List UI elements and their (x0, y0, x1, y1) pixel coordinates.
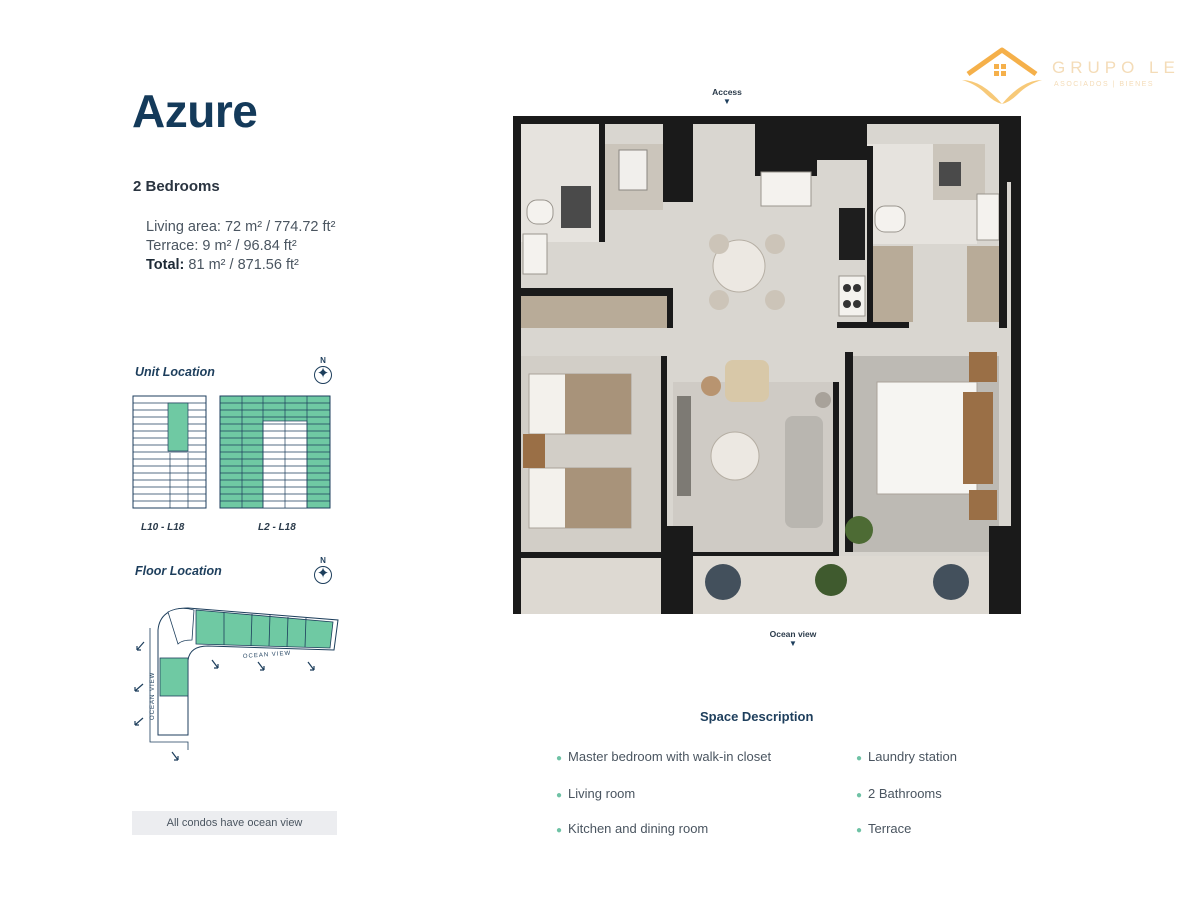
bullet-icon: ● (856, 790, 863, 801)
total-value: 81 m² / 871.56 ft² (184, 257, 299, 273)
ocean-view-plan-text: Ocean view (769, 629, 817, 639)
feature-label: Master bedroom with walk-in closet (568, 749, 772, 764)
ocean-view-label-side: OCEAN VIEW (150, 671, 156, 720)
living-area: Living area: 72 m² / 774.72 ft² (146, 219, 336, 235)
feature-label: 2 Bathrooms (868, 786, 942, 801)
feature-label: Living room (568, 786, 636, 801)
building-label-left: L10 - L18 (141, 522, 185, 533)
feature-item (856, 821, 911, 836)
feature-label: Terrace (868, 821, 912, 836)
unit-location-map (130, 393, 342, 515)
feature-item (856, 749, 957, 764)
bullet-icon: ● (856, 825, 863, 836)
floor-location-map (128, 600, 342, 770)
space-description-title: Space Description (700, 709, 814, 724)
ocean-view-label-top: OCEAN VIEW (242, 650, 292, 660)
feature-item (556, 786, 635, 801)
house-hands-icon (956, 44, 1048, 108)
compass-north-label: N (320, 556, 326, 565)
total-label: Total: (146, 257, 185, 273)
bullet-icon: ● (856, 753, 863, 764)
page-title: Azure (132, 85, 258, 137)
terrace-area: Terrace: 9 m² / 96.84 ft² (146, 238, 297, 254)
access-label-text: Access (712, 87, 742, 97)
feature-label: Kitchen and dining room (568, 821, 709, 836)
compass-icon: N ✦ (313, 356, 333, 390)
bullet-icon: ● (556, 753, 563, 764)
unit-location-title: Unit Location (135, 365, 215, 379)
feature-item (556, 749, 771, 764)
feature-item (556, 821, 708, 836)
down-arrow-icon: ▼ (789, 639, 797, 648)
compass-icon: N ✦ (313, 556, 333, 590)
feature-label: Laundry station (868, 749, 957, 764)
logo-wordmark: GRUPO LE (1052, 58, 1180, 77)
compass-north-label: N (320, 356, 326, 365)
access-label (700, 87, 754, 106)
bullet-icon: ● (556, 790, 563, 801)
bullet-icon: ● (556, 825, 563, 836)
building-label-right: L2 - L18 (258, 522, 296, 533)
floor-location-title: Floor Location (135, 564, 222, 578)
down-arrow-icon: ▼ (723, 97, 731, 106)
bedrooms-count: 2 Bedrooms (133, 178, 220, 195)
ocean-view-note: All condos have ocean view (132, 811, 337, 835)
feature-item (856, 786, 942, 801)
total-area (146, 256, 335, 275)
logo-subtitle: ASOCIADOS | BIENES (1054, 81, 1155, 88)
floor-plan (513, 116, 1021, 614)
area-summary (146, 218, 335, 275)
unit-highlight-left (168, 403, 188, 451)
ocean-view-plan-label (752, 629, 834, 648)
